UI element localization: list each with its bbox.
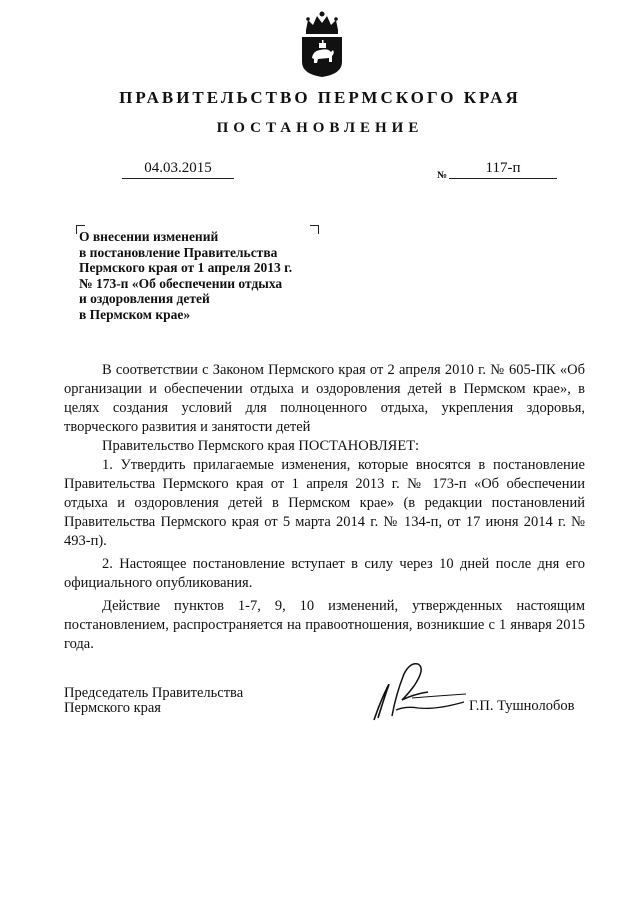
- signer-name: Г.П. Тушнолобов: [469, 698, 575, 714]
- document-number: 117-п: [449, 160, 557, 179]
- government-title: ПРАВИТЕЛЬСТВО ПЕРМСКОГО КРАЯ: [119, 88, 521, 107]
- subject-line: в постановление Правительства: [79, 244, 278, 260]
- body-paragraph-item-1: 1. Утвердить прилагаемые изменения, которые вносятся в постановление Правительства Пермского края от 1 апреля 2013 г. № 173-п «Об обеспечении отдыха и оздоровления детей в Пермском крае» (в редакции постановлений Правительства Пермского края от 5 марта 2014 г. № 134-п, от 17 июня 2014 г. № 493-п).: [64, 457, 585, 549]
- subject-line: О внесении изменений: [79, 229, 219, 244]
- document-body: [64, 361, 585, 654]
- subject-line: Пермского края от 1 апреля 2013 г.: [79, 260, 293, 275]
- body-paragraph-preamble: В соответствии с Законом Пермского края от 2 апреля 2010 г. № 605-ПК «Об организации и обеспечении отдыха и оздоровления детей в Пермском крае», в целях создания условий для полноценного отдыха, укрепления здоровья, творческого развития и занятости детей: [64, 362, 585, 435]
- number-label: №: [437, 170, 448, 181]
- signer-title-line: Пермского края: [64, 700, 161, 716]
- body-paragraph-resolves: Правительство Пермского края ПОСТАНОВЛЯЕТ:: [102, 438, 420, 454]
- body-paragraph-item-2: 2. Настоящее постановление вступает в силу через 10 дней после дня его официального опубликования.: [64, 556, 585, 591]
- handwritten-signature: [366, 658, 478, 724]
- document-type: ПОСТАНОВЛЕНИЕ: [216, 120, 424, 136]
- subject-line: в Пермском крае»: [79, 306, 191, 322]
- signer-title-line: Председатель Правительства: [64, 685, 244, 701]
- document-date: 04.03.2015: [122, 160, 234, 179]
- document-subject: [79, 229, 329, 322]
- subject-line: и оздоровления детей: [79, 291, 210, 306]
- signer-title: [64, 686, 243, 716]
- body-paragraph-effect: Действие пунктов 1-7, 9, 10 изменений, утвержденных настоящим постановлением, распространяется на правоотношения, возникшие с 1 января 2015 года.: [64, 598, 585, 652]
- perm-krai-coat-of-arms-icon: [298, 10, 346, 78]
- subject-line: № 173-п «Об обеспечении отдыха: [79, 275, 283, 291]
